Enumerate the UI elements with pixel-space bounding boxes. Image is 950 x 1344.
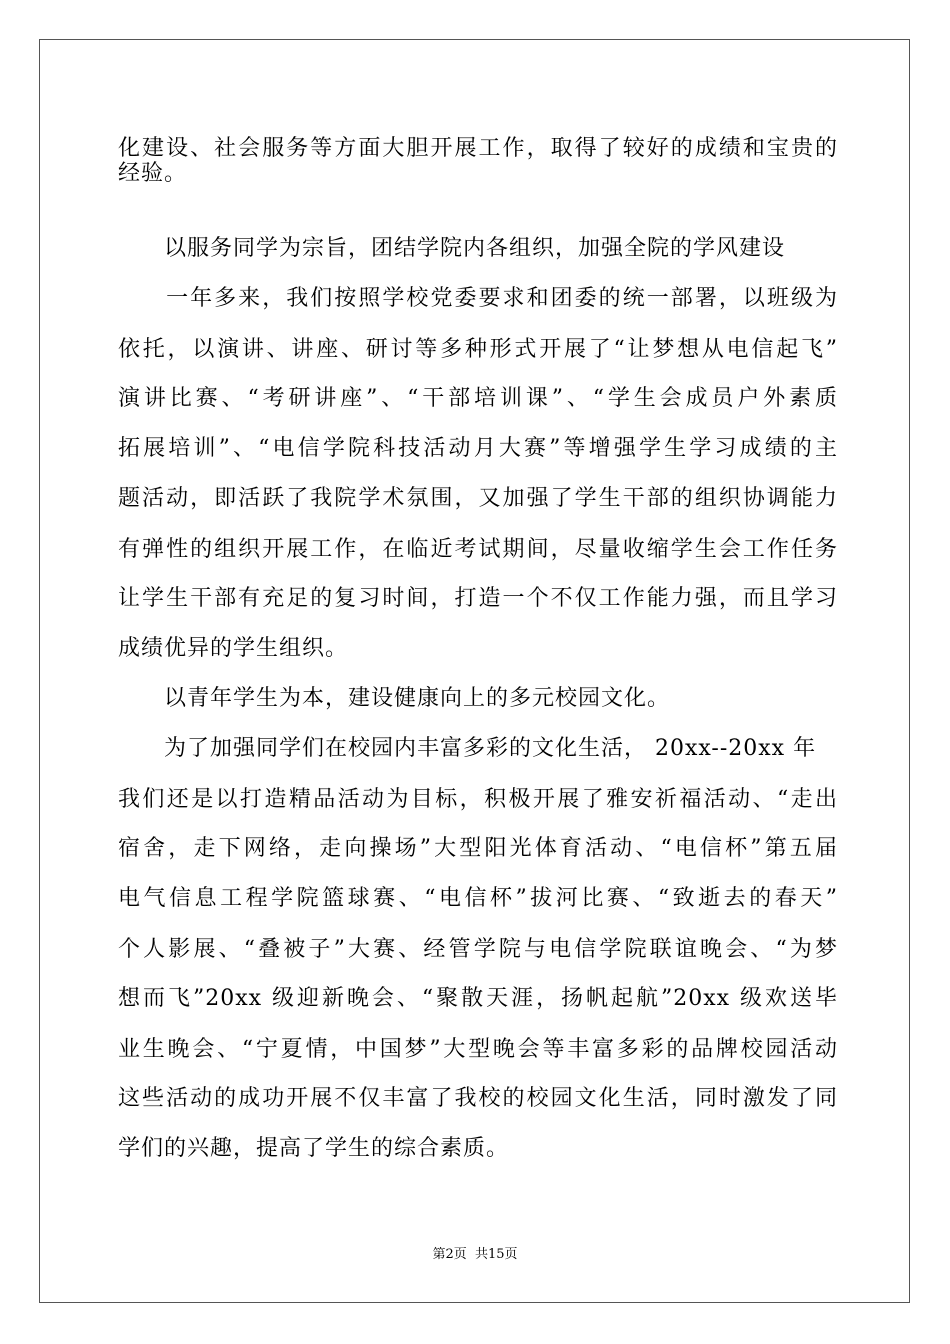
- text-line: 电气信息工程学院篮球赛、“电信杯”拔河比赛、“致逝去的春天”: [118, 886, 838, 911]
- text-line: 化建设、社会服务等方面大胆开展工作，取得了较好的成绩和宝贵的: [118, 136, 838, 161]
- text-line: 拓展培训”、“电信学院科技活动月大赛”等增强学生学习成绩的主: [118, 436, 838, 461]
- text-line: 演讲比赛、“考研讲座”、“干部培训课”、“学生会成员户外素质: [118, 386, 838, 411]
- text-line: 学们的兴趣，提高了学生的综合素质。: [118, 1136, 510, 1161]
- text-line: 以青年学生为本，建设健康向上的多元校园文化。: [118, 686, 671, 711]
- text-line: 成绩优异的学生组织。: [118, 636, 349, 661]
- page-footer: [0, 1246, 950, 1264]
- text-line: 为了加强同学们在校园内丰富多彩的文化生活， 20xx--20xx 年: [118, 736, 817, 761]
- page-total: 共15页: [474, 1247, 518, 1262]
- text-line: 宿舍，走下网络，走向操场”大型阳光体育活动、“电信杯”第五届: [118, 836, 838, 861]
- text-line: 我们还是以打造精品活动为目标，积极开展了雅安祈福活动、“走出: [118, 787, 838, 812]
- text-line: 经验。: [118, 161, 188, 186]
- text-line: 想而飞”20xx 级迎新晚会、“聚散天涯，扬帆起航”20xx 级欢送毕: [118, 986, 838, 1011]
- text-line: 有弹性的组织开展工作，在临近考试期间，尽量收缩学生会工作任务: [118, 537, 838, 562]
- text-line: 一年多来，我们按照学校党委要求和团委的统一部署，以班级为: [118, 286, 838, 311]
- text-line: 个人影展、“叠被子”大赛、经管学院与电信学院联谊晚会、“为梦: [118, 937, 838, 962]
- text-line: 让学生干部有充足的复习时间，打造一个不仅工作能力强，而且学习: [118, 586, 838, 611]
- page-number: 第2页: [432, 1247, 467, 1262]
- text-line: 这些活动的成功开展不仅丰富了我校的校园文化生活，同时激发了同: [118, 1086, 838, 1111]
- text-line: 以服务同学为宗旨，团结学院内各组织，加强全院的学风建设: [118, 236, 786, 261]
- text-line: 题活动，即活跃了我院学术氛围，又加强了学生干部的组织协调能力: [118, 486, 838, 511]
- text-line: 依托，以演讲、讲座、研讨等多种形式开展了“让梦想从电信起飞”: [118, 337, 838, 362]
- text-line: 业生晚会、“宁夏情，中国梦”大型晚会等丰富多彩的品牌校园活动: [118, 1037, 838, 1062]
